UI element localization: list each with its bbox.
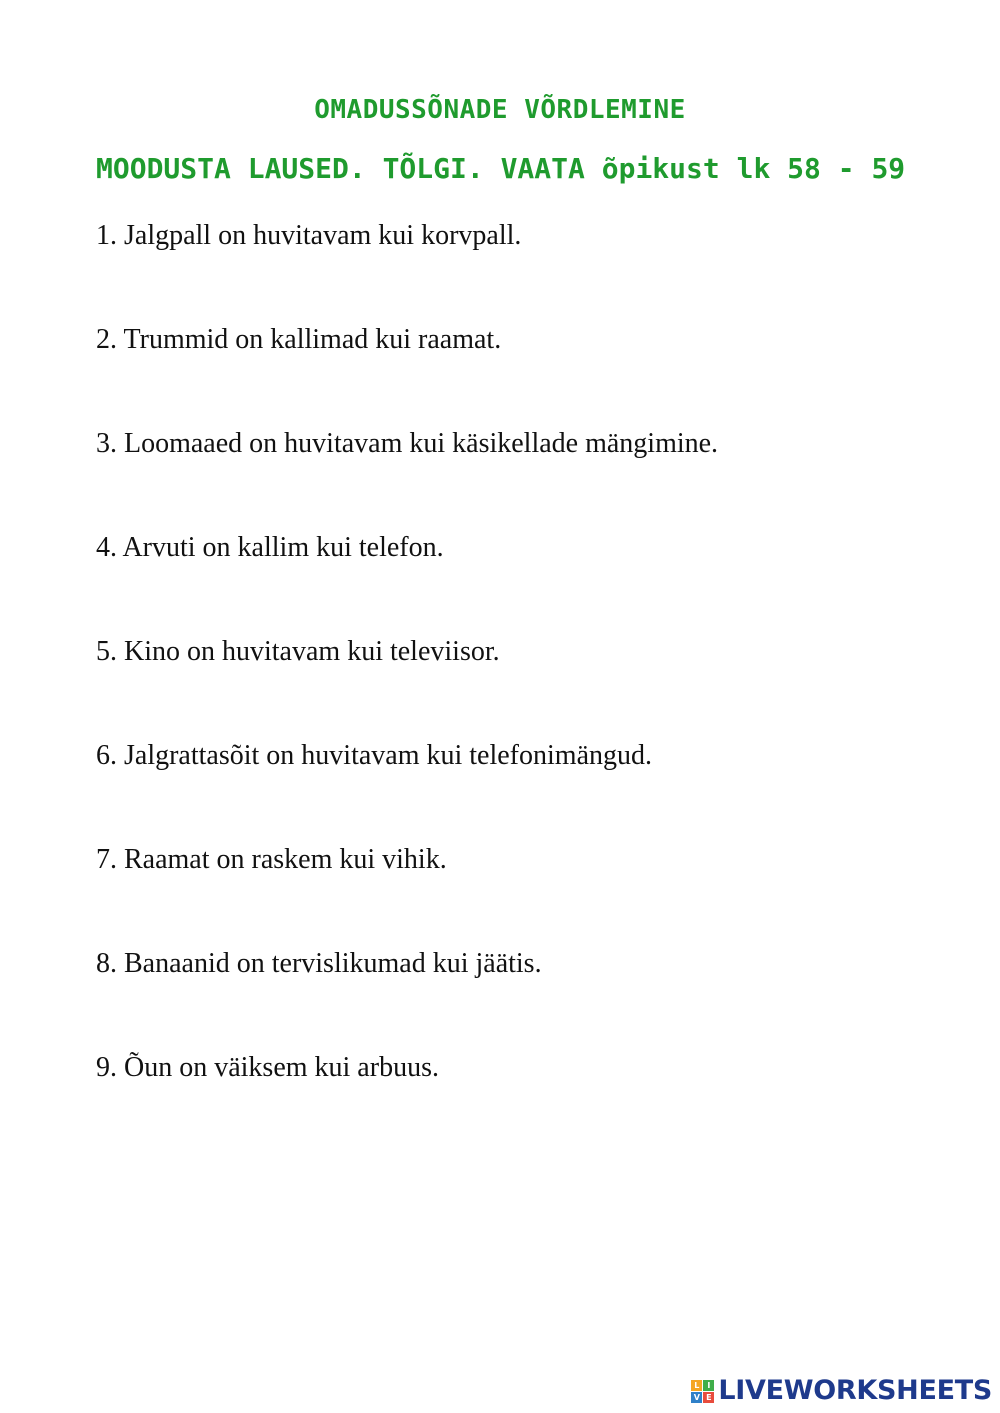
sentence-2: 2. Trummid on kallimad kui raamat. — [96, 324, 502, 355]
sentence-3: 3. Loomaaed on huvitavam kui käsikellade mängimine. — [96, 428, 719, 459]
worksheet-title: OMADUSSÕNADE VÕRDLEMINE — [314, 95, 686, 125]
sentence-4: 4. Arvuti on kallim kui telefon. — [96, 532, 444, 563]
logo-tile-e: E — [703, 1392, 714, 1403]
sentence-9: 9. Õun on väiksem kui arbuus. — [96, 1052, 439, 1083]
logo-tile-i: I — [703, 1380, 714, 1391]
liveworksheets-logo-icon — [691, 1380, 714, 1403]
sentence-6: 6. Jalgrattasõit on huvitavam kui telefonimängud. — [96, 740, 652, 771]
sentence-7: 7. Raamat on raskem kui vihik. — [96, 844, 447, 875]
sentence-5: 5. Kino on huvitavam kui televiisor. — [96, 636, 500, 667]
sentence-8: 8. Banaanid on tervislikumad kui jäätis. — [96, 948, 542, 979]
logo-tile-l: L — [691, 1380, 702, 1391]
sentence-1: 1. Jalgpall on huvitavam kui korvpall. — [96, 220, 522, 251]
logo-tile-v: V — [691, 1392, 702, 1403]
liveworksheets-brand[interactable] — [691, 1375, 992, 1407]
brand-name: LIVEWORKSHEETS — [718, 1375, 992, 1406]
worksheet-instruction: MOODUSTA LAUSED. TÕLGI. VAATA õpikust lk 58 - 59 — [96, 152, 906, 185]
